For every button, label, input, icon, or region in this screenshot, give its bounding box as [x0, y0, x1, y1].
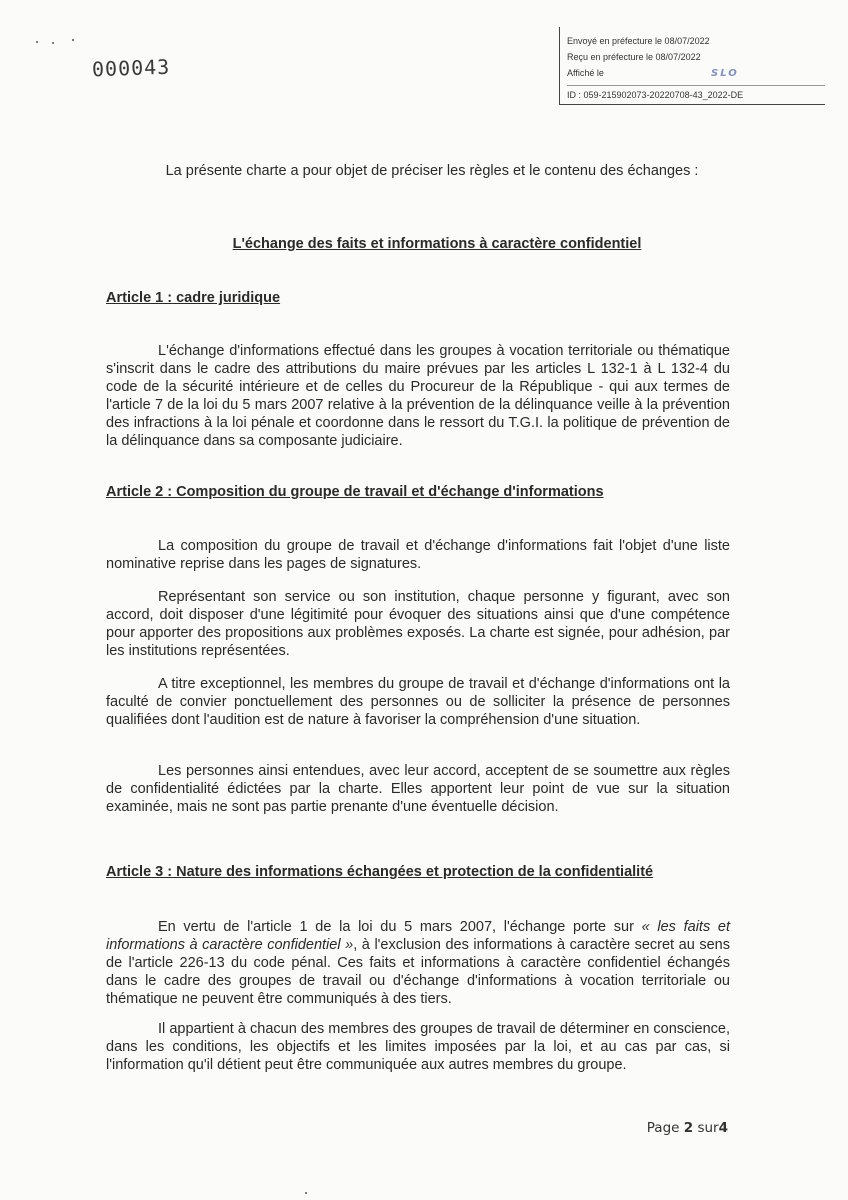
article-2-paragraph-2: Représentant son service ou son institution, chaque personne y figurant, avec son accord, doit disposer d'une légitimité pour évoquer des situations ainsi que d'une compétence pour apporter des propositions aux problèmes exposés. La charte est signée, pour adhésion, par les institutions représentées.	[106, 589, 730, 659]
scan-speck	[72, 39, 74, 41]
scan-speck	[52, 42, 54, 44]
scan-speck	[36, 41, 38, 43]
prefecture-receipt-stamp	[559, 27, 825, 105]
article-3-paragraph-1	[106, 918, 730, 1008]
page-current: 2	[683, 1120, 694, 1136]
posted-label: Affiché le	[567, 68, 604, 78]
page-word: Page	[646, 1120, 680, 1136]
article-3-p1-quote: « les faits et informations à caractère confidentiel »	[106, 919, 730, 953]
sent-date: Envoyé en préfecture le 08/07/2022	[567, 36, 710, 46]
article-2-heading: Article 2 : Composition du groupe de travail et d'échange d'informations	[106, 484, 604, 500]
article-3-heading: Article 3 : Nature des informations échangées et protection de la confidentialité	[106, 864, 654, 880]
article-1-heading: Article 1 : cadre juridique	[106, 290, 281, 306]
act-id: ID : 059-215902073-20220708-43_2022-DE	[567, 85, 825, 103]
page-total: 4	[718, 1120, 728, 1136]
scan-speck	[305, 1192, 307, 1194]
article-2-paragraph-1: La composition du groupe de travail et d'échange d'informations fait l'objet d'une liste nominative reprise dans les pages de signatures.	[106, 538, 730, 572]
posted-row	[567, 65, 825, 81]
article-3-p1-after: , à l'exclusion des informations à caractère secret au sens de l'article 226-13 du code pénal. Ces faits et informations à caractère confidentiel échangés dans le cadre des groupes de travail ou d'échange d'informations à vocation territoriale ou thématique ne peuvent être communiqués à des tiers.	[106, 937, 730, 1007]
page-number	[647, 1120, 728, 1136]
of-word: sur	[697, 1120, 719, 1136]
received-date: Reçu en préfecture le 08/07/2022	[567, 52, 701, 62]
slow-logo-mark: SLO	[711, 68, 739, 79]
intro-sentence: La présente charte a pour objet de préciser les règles et le contenu des échanges :	[165, 163, 699, 179]
document-stamp-number: 000043	[91, 54, 171, 82]
article-2-paragraph-3: A titre exceptionnel, les membres du groupe de travail et d'échange d'informations ont la faculté de convier ponctuellement des personnes ou de solliciter la présence de personnes qualifiées dont l'audition est de nature à favoriser la compréhension d'une situation.	[106, 676, 730, 728]
section-title: L'échange des faits et informations à caractère confidentiel	[232, 236, 642, 252]
article-2-paragraph-4: Les personnes ainsi entendues, avec leur accord, acceptent de se soumettre aux règles de confidentialité édictées par la charte. Elles apportent leur point de vue sur la situation examinée, mais ne sont pas partie prenante d'une éventuelle décision.	[106, 763, 730, 815]
article-3-p1-before: En vertu de l'article 1 de la loi du 5 mars 2007, l'échange porte sur	[158, 919, 642, 935]
article-1-paragraph: L'échange d'informations effectué dans les groupes à vocation territoriale ou thématique s'inscrit dans le cadre des attributions du maire prévues par les articles L 132-1 à L 132-4 du code de la sécurité intérieure et de celles du Procureur de la République - qui aux termes de l'article 7 de la loi du 5 mars 2007 relative à la prévention de la délinquance veille à la prévention des infractions à la loi pénale et coordonne dans le ressort du T.G.I. la politique de prévention de la délinquance dans sa composante judiciaire.	[106, 343, 730, 449]
article-3-paragraph-2: Il appartient à chacun des membres des groupes de travail de déterminer en conscience, dans les conditions, les objectifs et les limites imposées par la loi, et au cas par cas, si l'information qu'il détient peut être communiquée aux autres membres du groupe.	[106, 1021, 730, 1073]
